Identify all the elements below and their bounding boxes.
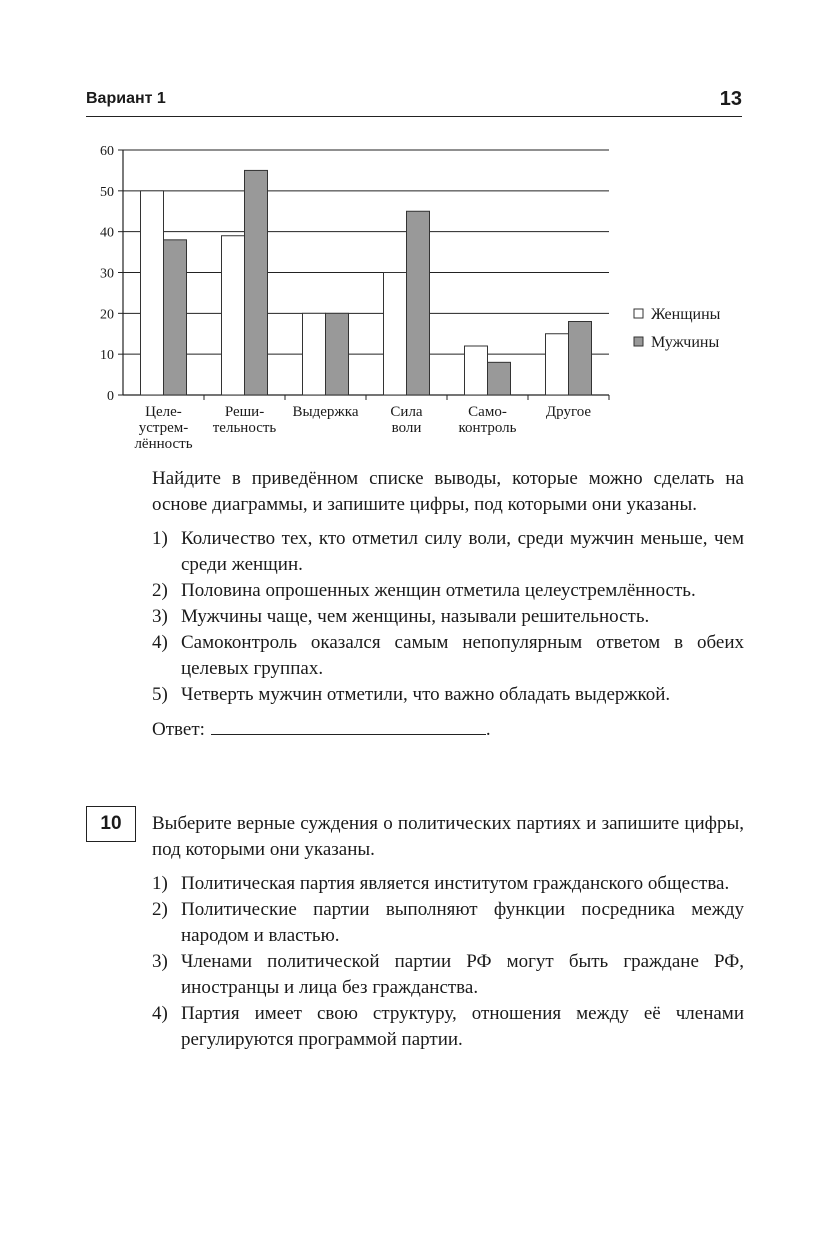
y-tick-label: 30 <box>100 266 114 282</box>
option-text: Мужчины чаще, чем женщины, называли решительность. <box>181 606 650 627</box>
legend-swatch <box>634 309 643 318</box>
option-text: Членами политической партии РФ могут быть граждане РФ, иностранцы и лица без гражданства. <box>181 951 744 998</box>
bar-men <box>245 170 268 395</box>
y-tick-label: 10 <box>100 348 114 364</box>
bar-men <box>407 211 430 395</box>
option-text: Половина опрошенных женщин отметила целеустремлённость. <box>181 580 696 601</box>
x-tick-label: Сила <box>390 404 423 420</box>
option-item <box>152 682 744 708</box>
legend-label: Женщины <box>651 306 721 323</box>
option-item <box>152 526 744 578</box>
bar-women <box>222 236 245 395</box>
task-9-intro: Найдите в приведённом списке выводы, которые можно сделать на основе диаграммы, и запишите цифры, под которыми они указаны. <box>152 468 744 515</box>
y-tick-label: 0 <box>107 389 114 404</box>
x-tick-label: Целе- <box>145 404 182 420</box>
option-text: Четверть мужчин отметили, что важно обладать выдержкой. <box>181 684 671 705</box>
option-item <box>152 897 744 949</box>
variant-label: Вариант 1 <box>86 90 166 107</box>
x-tick-label: Другое <box>545 404 592 420</box>
task-10-options <box>152 871 744 1053</box>
option-number: 4) <box>152 632 168 653</box>
page-header <box>86 88 742 117</box>
y-tick-label: 60 <box>100 144 114 159</box>
x-tick-label: лённость <box>134 436 193 452</box>
bar-men <box>164 240 187 395</box>
y-tick-label: 20 <box>100 307 114 323</box>
x-tick-label: Выдержка <box>292 404 359 420</box>
legend-label: Мужчины <box>651 334 720 351</box>
option-text: Самоконтроль оказался самым непопулярным ответом в обеих целевых группах. <box>181 632 744 679</box>
option-item <box>152 604 744 630</box>
option-item <box>152 1001 744 1053</box>
option-number: 5) <box>152 684 168 705</box>
option-text: Партия имеет свою структуру, отношения между её членами регулируются программой партии. <box>181 1003 744 1050</box>
x-tick-label: воли <box>391 420 422 436</box>
option-number: 3) <box>152 606 168 627</box>
bar-men <box>488 362 511 395</box>
option-item <box>152 871 744 897</box>
x-tick-label: устрем- <box>138 420 189 436</box>
option-number: 2) <box>152 899 168 920</box>
answer-row <box>152 714 744 743</box>
y-tick-label: 50 <box>100 184 114 200</box>
x-tick-label: контроль <box>458 420 517 436</box>
x-tick-label: тельность <box>212 420 277 436</box>
bar-women <box>384 273 407 396</box>
bar-women <box>141 191 164 395</box>
y-tick-label: 40 <box>100 225 114 241</box>
option-item <box>152 630 744 682</box>
bar-chart <box>80 138 760 468</box>
option-number: 1) <box>152 528 168 549</box>
option-number: 3) <box>152 951 168 972</box>
task-10-intro: Выберите верные суждения о политических партиях и запишите цифры, под которыми они указаны. <box>152 813 744 860</box>
bar-men <box>569 322 592 396</box>
bar-women <box>546 334 569 395</box>
task-9 <box>152 466 744 743</box>
bar-men <box>326 313 349 395</box>
x-tick-label: Само- <box>468 404 507 420</box>
x-tick-label: Реши- <box>224 404 265 420</box>
option-text: Количество тех, кто отметил силу воли, среди мужчин меньше, чем среди женщин. <box>181 528 744 575</box>
bar-women <box>303 313 326 395</box>
task-10 <box>152 811 744 1053</box>
task-number-box: 10 <box>86 806 136 842</box>
bar-women <box>465 346 488 395</box>
option-text: Политические партии выполняют функции посредника между народом и властью. <box>181 899 744 946</box>
option-number: 4) <box>152 1003 168 1024</box>
answer-label: Ответ: <box>152 719 205 740</box>
task-9-options <box>152 526 744 708</box>
option-number: 2) <box>152 580 168 601</box>
option-text: Политическая партия является институтом гражданского общества. <box>181 873 730 894</box>
legend-swatch <box>634 337 643 346</box>
answer-end: . <box>485 719 491 740</box>
option-number: 1) <box>152 873 168 894</box>
option-item <box>152 578 744 604</box>
page-number: 13 <box>719 88 742 110</box>
answer-field[interactable] <box>211 714 486 735</box>
option-item <box>152 949 744 1001</box>
